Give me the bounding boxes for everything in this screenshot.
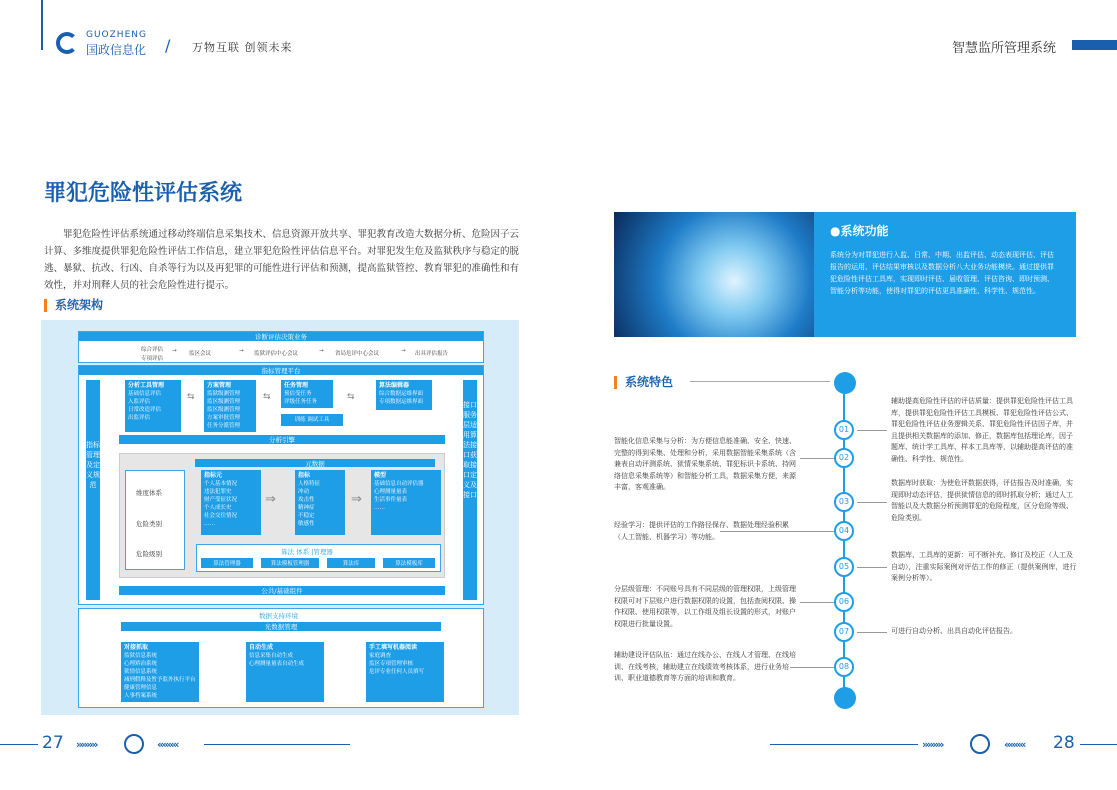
data-mgmt-band: 光数据管理 [121,622,441,631]
left-vertical-band: 指标管理及定义规范 [86,380,100,600]
algo-mgr-item: 算法管理器 [201,558,253,568]
flow-arrow-icon: → [172,348,177,354]
arrow-icon: ⇆ [187,392,195,402]
model-title: 模型 [374,472,387,479]
indicator-item: 精神症 [298,505,315,511]
model-item: 生活事件量表 [374,497,408,503]
feature-num: 05 [834,557,854,577]
dimension-box [125,470,185,570]
arrow-icon: ⇆ [347,392,355,402]
indicator-item: 人格特征 [298,481,321,487]
flow-4: 出具评估报告 [415,351,449,357]
indicator-source-box [201,470,261,535]
feature-text-01: 辅助提高危险性评估的评估质量：提供罪犯危险性评估工具库，提供罪犯危险性评估工具模板、罪犯危险性评估公式、罪犯危险性评估业务逻辑关系、罪犯危险性评估因子库，并且提供相关数据库的添加、修正，数据库包括理论库，因子题库、统计学工具库、样本工具库等，以辅助提高评估的准确性、科学性、规范性。 [891,397,1073,463]
connector-line [857,567,887,568]
chevron-left-icon: «««« [1004,738,1025,751]
features-heading: 系统特色 [614,376,673,389]
footer-line-right [1080,744,1117,745]
indicator-item: 攻击性 [298,497,315,503]
feature-num: 03 [834,492,854,512]
features-line [690,381,830,382]
collect-item: 狱情信息系统 [124,669,158,675]
page-number-left: 27 [42,733,64,753]
model-item: 心理测量量表 [374,489,408,495]
metadata-band: 元数据 [195,459,435,467]
connector-line [857,430,887,431]
platform-band: 指标管理平台 [79,366,483,375]
footer-line-mid-left [204,744,350,745]
train-tool-box: 训练 调试工具 [281,414,343,426]
feature-num: 08 [834,657,854,677]
feature-num: 07 [834,622,854,642]
plan-item: 监狱级测管理 [207,391,241,397]
tech-photo [614,212,814,337]
auto-item: 心理测量量表自动生成 [249,661,305,667]
analysis-item: 入监评估 [128,399,151,405]
analysis-tool-box [125,380,181,432]
header-slash: / [165,36,171,55]
arch-heading: 系统架构 [44,299,103,312]
task-title: 任务管理 [284,382,309,389]
task-item: 评级任务任务 [284,399,318,405]
manual-item: 监区专项管理审核 [369,661,414,667]
chevron-left-icon: «««« [157,738,178,751]
algo-item: 综合数据运维界面 [379,391,424,397]
auto-title: 自动生成 [249,644,274,651]
auto-box [246,642,324,702]
feature-text-04: 经验学习：提供评估的工作路径保存、数据处理经验积累（人工智能、机器学习）等功能。 [614,521,789,541]
top-band: 诊断评估决策业务 [79,332,483,341]
logo-chinese: 国政信息化 [86,43,147,57]
algo-title: 算法编辑器 [379,382,410,389]
chevron-right-icon: »»»» [922,738,943,751]
timeline-bottom-dot [834,687,856,709]
plan-item: 监区级测管理 [207,399,241,405]
collect-item: 监狱信息系统 [124,653,158,659]
flow-1: 监区会议 [189,351,212,357]
algo-mgr-item: 算法模板库 [383,558,435,568]
right-vertical-band: 接口服务层适用算法接口获取接口定义及接口 [463,380,477,600]
task-box [281,380,333,408]
flow-2: 监狱评估中心会议 [254,351,299,357]
indicator-source-item: 个人成长史 [204,505,232,511]
system-title-bar [1072,40,1117,50]
analysis-title: 分析工具管理 [128,382,165,389]
indicator-source-item: 违法犯罪史 [204,489,232,495]
flow-arrow-icon: → [239,348,244,354]
collect-item: 健康管理信息 [124,685,158,691]
connector-line [857,502,887,503]
police-emblem-icon [970,734,990,754]
architecture-diagram [41,320,519,715]
algo-system-title: 算法 体系 |管理器 [281,548,333,556]
indicator-title: 指标 [298,472,311,479]
indicator-source-item: 社会交往情况 [204,513,238,519]
analysis-item: 基础信息评估 [128,391,162,397]
model-box [371,470,441,535]
connector-line [800,458,834,459]
indicator-source-item: …… [204,521,215,527]
feature-text-06: 分层级管理：不同账号具有不同层级的管理权限，上级管理权限可对下层账户进行数据权限的设置，包括查阅权限、操作权限、使用权限等，以工作组及组长设置的形式，对账户权限进行批量设置。 [614,585,796,628]
function-title: ●系统功能 [830,224,889,238]
page-number-right: 28 [1053,733,1075,753]
feature-num: 06 [834,592,854,612]
plan-title: 方案管理 [207,382,232,389]
indicator-source-item: 个人基本情况 [204,481,238,487]
task-item: 预估受任务 [284,391,312,397]
feature-num: 01 [834,420,854,440]
intro-paragraph: 罪犯危险性评估系统通过移动终端信息采集技术、信息资源开放共享、罪犯教育改造大数据分析、危险因子云计算、多维度提供罪犯危险性评估工作信息，建立罪犯危险性评估信息平台。对罪犯发生危及监狱秩序与稳定的脱逃、暴狱、抗改、行凶、自杀等行为以及再犯罪的可能性进行评估和预测，提高监狱管控、教育罪犯的准确性和有效性，并对刑释人员的社会危险性进行提示。 [44,229,520,291]
feature-num: 04 [834,521,854,541]
algo-system-box [196,544,441,572]
algo-mgr-item: 算法库 [327,558,375,568]
connector-line [800,602,834,603]
timeline-top-dot [834,372,856,394]
feature-num: 02 [834,448,854,468]
dim-category: 危险类别 [136,520,162,528]
police-emblem-icon [124,734,144,754]
analysis-item: 出监评估 [128,415,151,421]
indicator-source-title: 指标元 [204,472,223,479]
feature-text-03: 数据库时获取：为使危评数据获得，评估报告及时准确，实现即时动态评估，提供狱情信息的即时抓取分析；通过人工智能以及大数据分析预测罪犯的危险程度，区分危险等级、危险类别。 [891,479,1073,522]
support-title: 数据支持环境 [259,612,298,620]
indicator-item: 不稳定 [298,513,315,519]
auto-item: 信息采集自动生成 [249,653,294,659]
collect-item: 减刑假释及暂予监外执行平台 [124,677,196,683]
indicator-source-item: 财产受征状况 [204,497,238,503]
plan-item: 任务分派管理 [207,423,241,429]
feature-text-08: 辅助建设评估队伍：通过在线办公、在线人才管理、在线培训、在线考核，辅助建立在线绩效考核体系，进行业务培训、职业道德教育等方面的培训和教育。 [614,651,796,682]
collect-item: 心理矫治系统 [124,661,158,667]
top-box [78,331,484,363]
algo-editor-box [376,380,432,410]
plan-box [204,380,256,432]
footer-line-left [0,744,38,745]
slogan: 万物互联 创领未来 [192,41,293,54]
connector-line [857,632,887,633]
arrow-right-icon: ⇒ [265,492,276,507]
algo-item: 专项数据运维界面 [379,399,424,405]
flow-arrow-icon: → [319,348,324,354]
manual-box [366,642,444,702]
indicator-item: 敏感性 [298,521,315,527]
chevron-right-icon: »»»» [76,738,97,751]
system-title: 智慧监所管理系统 [952,41,1057,56]
feature-text-07: 可进行自动分析、出具自动化评估报告。 [891,627,1017,635]
flow-3: 省局危评中心会议 [335,351,380,357]
analysis-item: 日常改造评估 [128,407,162,413]
engine-band: 分析引擎 [119,435,445,444]
footer-line-mid-right [770,744,918,745]
function-text: 系统分为对罪犯进行入监、日常、中期、出监评估、动态表现评估、评估报告的运用、评估结果审核以及数据分析八大业务功能模块。通过提供罪犯危险性评估工具库，实现即时评估、届收管理、评估咨询、即时预测、智能分析等功能，使得对罪犯的评估更具准确性、科学性、规范性。 [830,251,1054,295]
dim-level: 危险级别 [136,550,162,558]
plan-item: 方案审批管理 [207,415,241,421]
indicator-box [295,470,345,535]
function-panel [814,212,1076,337]
top-left2: 专项评估 [141,356,164,362]
feature-text-02: 智能化信息采集与分析：为方便信息能准确、安全、快速、完整的得到采集、处理和分析，采用数据智能采集系统（含兼表自动评测系统、狱情采集系统、罪犯标识卡系统、持网络信息采集系统等）和智能分析工具，数据采集方便，来源丰富，客观准确。 [614,437,796,491]
dim-system: 维度体系 [136,489,162,497]
company-logo-icon [56,32,78,54]
collect-title: 对接抓取 [124,644,149,651]
top-left1: 综合评估 [141,347,164,353]
indicator-item: 冲动 [298,489,310,495]
common-band: 公共/基础组件 [119,586,445,595]
algo-mgr-item: 算法模板管理器 [261,558,319,568]
collect-box [121,642,199,702]
manual-title: 手工填写机器阅读 [369,644,418,651]
model-item: …… [374,505,385,511]
manual-item: 家庭调查 [369,653,392,659]
arrow-icon: ⇆ [263,392,271,402]
manual-item: 危评专业任何人员填写 [369,669,425,675]
collect-item: 人事档案系统 [124,693,158,699]
page-title: 罪犯危险性评估系统 [44,181,243,206]
model-item: 基础信息自动评估器 [374,481,424,487]
feature-text-05: 数据库、工具库的更新：可不断补充、修订及校正（人工及自动），注重实际案例对评估工作的修正（提供案例库，进行案例分析等）。 [891,551,1077,582]
arrow-right-icon: ⇒ [351,492,362,507]
plan-item: 监区级测管理 [207,407,241,413]
header-divider-line [41,0,43,50]
logo-english: GUOZHENG [86,30,147,40]
flow-arrow-icon: → [401,348,406,354]
